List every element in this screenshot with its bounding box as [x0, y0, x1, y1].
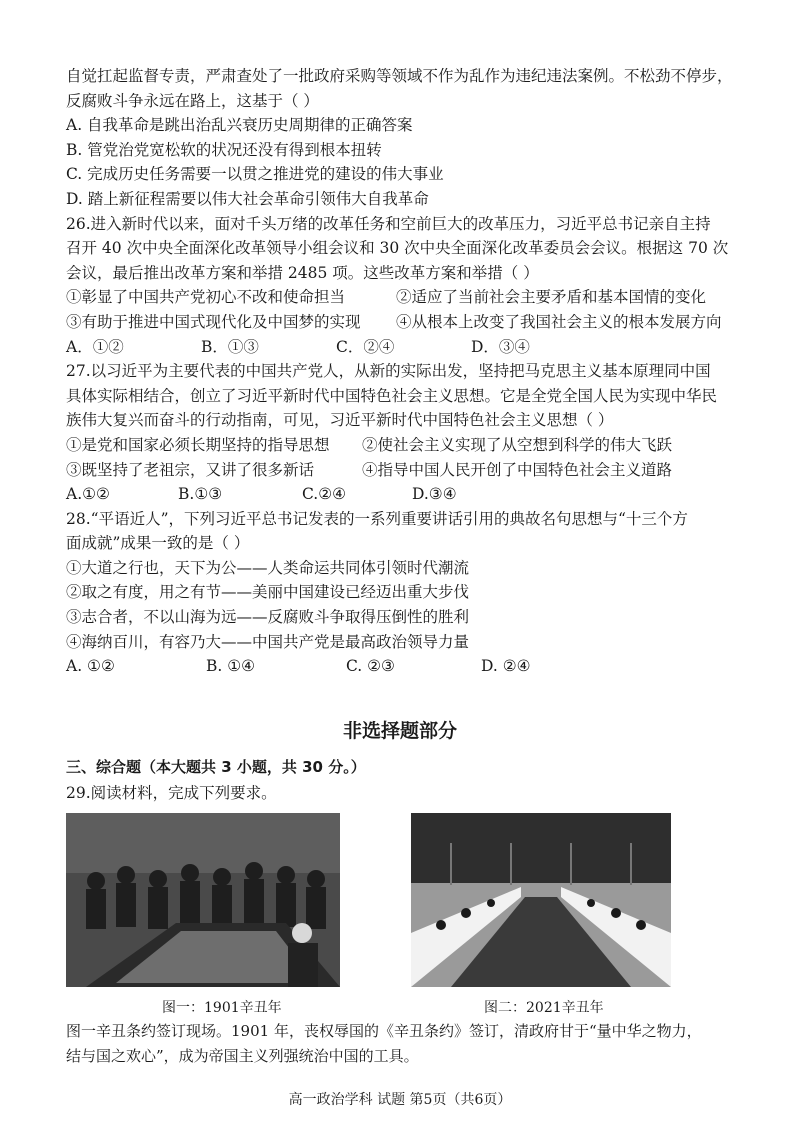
q28-statement-2: ②取之有度，用之有节——美丽中国建设已经迈出重大步伐 — [66, 583, 470, 602]
q27-statement-4: ④指导中国人民开创了中国特色社会主义道路 — [362, 460, 673, 479]
q27-choice-a: A.①② — [66, 485, 110, 504]
q27-statements-row1 — [66, 433, 746, 458]
q25-option-d: D. 踏上新征程需要以伟大社会革命引领伟大自我革命 — [66, 189, 429, 208]
q25-option-b: B. 管党治党宽松软的状况还没有得到根本扭转 — [66, 140, 382, 159]
q26-statement-2: ②适应了当前社会主要矛盾和基本国情的变化 — [396, 288, 707, 307]
q28-choice-b: B. ①④ — [206, 657, 256, 676]
q26-choice-b: B．①③ — [201, 337, 259, 356]
q28-choices — [66, 654, 746, 679]
q27-choice-b: B.①③ — [178, 485, 223, 504]
q28-statement-1: ①大道之行也，天下为公——人类命运共同体引领时代潮流 — [66, 558, 470, 577]
q29-stem: 29.阅读材料，完成下列要求。 — [66, 784, 277, 802]
q29-material-line1: 图一辛丑条约签订现场。1901 年，丧权辱国的《辛丑条约》签订，清政府甘于“量中华之物力， — [66, 1022, 702, 1040]
q26-choices — [66, 335, 746, 360]
q28-statement-3: ③志合者，不以山海为远——反腐败斗争取得压倒性的胜利 — [66, 608, 470, 627]
q26-statement-4: ④从根本上改变了我国社会主义的根本发展方向 — [396, 312, 722, 331]
question-block — [66, 64, 746, 679]
q26-choice-d: D．③④ — [471, 337, 530, 356]
q27-statements-row2 — [66, 458, 746, 483]
q26-stem-line3: 会议，最后推出改革方案和举措 2485 项。这些改革方案和举措（ ） — [66, 263, 539, 282]
q29-material-line2: 结与国之欢心”，成为帝国主义列强统治中国的工具。 — [66, 1046, 419, 1065]
q28-statement-4: ④海纳百川，有容乃大——中国共产党是最高政治领导力量 — [66, 632, 470, 651]
q27-stem-line2: 具体实际相结合，创立了习近平新时代中国特色社会主义思想。它是全党全国人民为实现中华民 — [66, 386, 718, 405]
q26-statement-1: ①彰显了中国共产党初心不改和使命担当 — [66, 288, 346, 307]
section-3-heading: 三、综合题（本大题共 3 小题，共 30 分。） — [66, 758, 366, 776]
q26-statement-3: ③有助于推进中国式现代化及中国梦的实现 — [66, 312, 361, 331]
q25-stem-line2: 反腐败斗争永远在路上，这基于（ ） — [66, 91, 319, 110]
q28-choice-c: C. ②③ — [346, 657, 395, 676]
section-title: 非选择题部分 — [342, 720, 457, 742]
q28-stem-line2: 面成就”成果一致的是（ ） — [66, 534, 250, 553]
photo-2021-meeting — [411, 813, 671, 987]
q28-choice-d: D. ②④ — [481, 657, 531, 676]
q27-stem-line1: 27.以习近平为主要代表的中国共产党人，从新的实际出发，坚持把马克思主义基本原理同中国 — [66, 362, 711, 381]
q27-stem-line3: 族伟大复兴而奋斗的行动指南，可见，习近平新时代中国特色社会主义思想（ ） — [66, 411, 614, 430]
q26-stem-line2: 召开 40 次中央全面深化改革领导小组会议和 30 次中央全面深化改革委员会会议。根据这 70 次 — [66, 239, 729, 258]
q26-choice-c: C．②④ — [336, 337, 395, 356]
q25-option-a: A. 自我革命是跳出治乱兴衰历史周期律的正确答案 — [66, 116, 413, 135]
q28-choice-a: A. ①② — [66, 657, 115, 676]
photo-1901-illustration — [66, 813, 340, 987]
caption-figure-1: 图一：1901辛丑年 — [162, 1000, 282, 1016]
photo-1901-signing — [66, 813, 340, 987]
q27-choice-d: D.③④ — [412, 485, 457, 504]
q26-statements-row2 — [66, 310, 746, 335]
page-footer: 高一政治学科 试题 第5页（共6页） — [288, 1092, 512, 1108]
q27-statement-1: ①是党和国家必须长期坚持的指导思想 — [66, 435, 330, 454]
q27-statement-3: ③既坚持了老祖宗，又讲了很多新话 — [66, 460, 315, 479]
q25-stem-line1: 自觉扛起监督专责，严肃查处了一批政府采购等领域不作为乱作为违纪违法案例。不松劲不停步， — [66, 67, 733, 85]
q28-stem-line1: 28.“平语近人”，下列习近平总书记发表的一系列重要讲话引用的典故名句思想与“十三个方 — [66, 509, 688, 528]
caption-figure-2: 图二：2021辛丑年 — [484, 1000, 604, 1016]
q26-stem-line1: 26.进入新时代以来，面对千头万绪的改革任务和空前巨大的改革压力，习近平总书记亲自主持 — [66, 214, 711, 233]
q27-choices — [66, 482, 746, 507]
q27-statement-2: ②使社会主义实现了从空想到科学的伟大飞跃 — [362, 435, 673, 454]
q29-material — [66, 1019, 746, 1068]
photo-2021-illustration — [411, 813, 671, 987]
q26-statements-row1 — [66, 285, 746, 310]
q25-option-c: C. 完成历史任务需要一以贯之推进党的建设的伟大事业 — [66, 165, 444, 184]
q27-choice-c: C.②④ — [302, 485, 347, 504]
q26-choice-a: A．①② — [66, 337, 124, 356]
